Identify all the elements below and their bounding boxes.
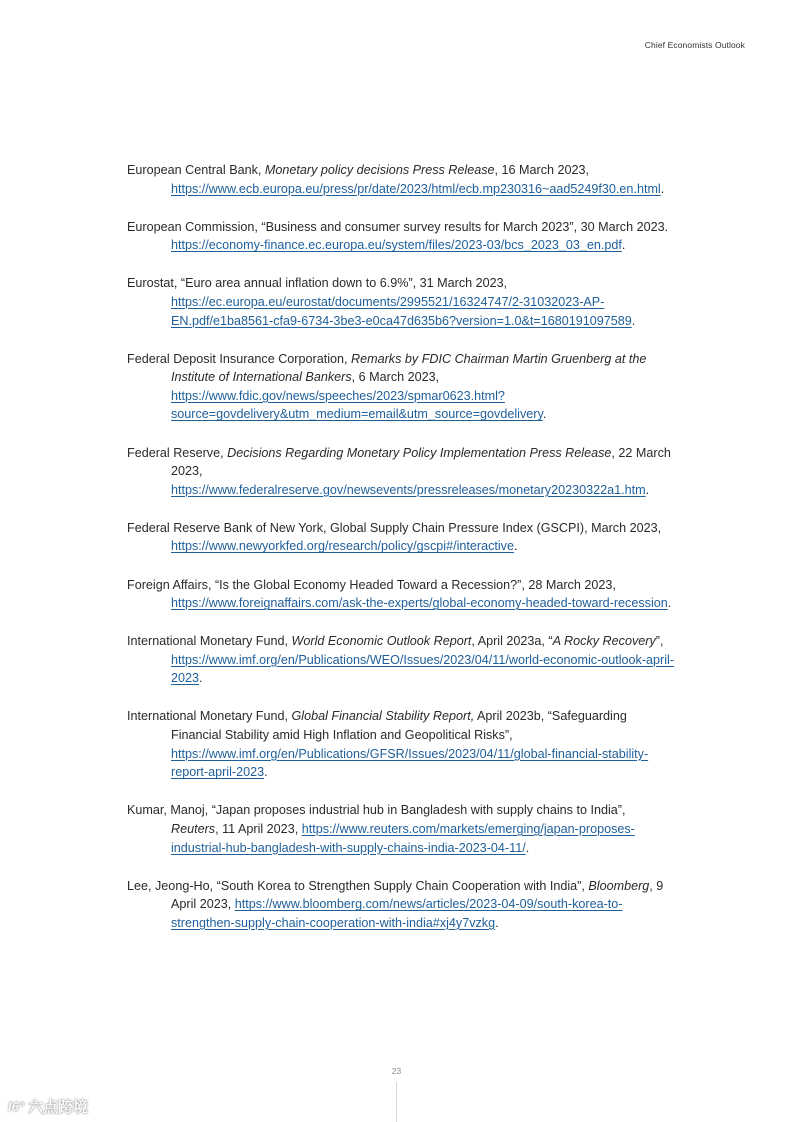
reference-title: World Economic Outlook Report bbox=[291, 634, 472, 649]
reference-details: “Euro area annual inflation down to 6.9%”, 31 March 2023, bbox=[180, 276, 508, 291]
reference-item bbox=[127, 877, 675, 933]
reference-item bbox=[127, 161, 675, 198]
reference-end: . bbox=[667, 596, 672, 611]
reference-end: . bbox=[495, 915, 499, 930]
reference-item bbox=[127, 576, 675, 613]
page-number: 23 bbox=[391, 1066, 402, 1076]
reference-item bbox=[127, 350, 675, 424]
reference-title-secondary: Bloomberg bbox=[588, 878, 650, 893]
reference-item bbox=[127, 632, 675, 688]
reference-end: . bbox=[621, 238, 626, 253]
reference-title: Remarks by FDIC Chairman Martin Gruenberg at the Institute of International Bankers bbox=[171, 351, 647, 385]
reference-title: Decisions Regarding Monetary Policy Implementation Press Release bbox=[227, 445, 612, 460]
reference-details-secondary: ”, bbox=[655, 634, 664, 649]
reference-end: . bbox=[199, 671, 203, 686]
reference-details: “South Korea to Strengthen Supply Chain Cooperation with India”, bbox=[216, 878, 589, 893]
reference-details: , 16 March 2023, bbox=[494, 163, 590, 177]
reference-end: . bbox=[631, 313, 636, 328]
reference-details: , April 2023a, “ bbox=[471, 634, 553, 649]
reference-end: . bbox=[525, 840, 530, 855]
reference-author: International Monetary Fund, bbox=[127, 634, 292, 649]
reference-item bbox=[127, 444, 675, 500]
reference-author: European Commission, bbox=[127, 219, 262, 234]
reference-details-secondary: , 11 April 2023, bbox=[215, 821, 302, 836]
reference-link[interactable]: https://www.foreignaffairs.com/ask-the-experts/global-economy-headed-toward-recession bbox=[171, 596, 668, 611]
reference-link[interactable]: https://www.fdic.gov/news/speeches/2023/spmar0623.html?source=govdelivery&utm_medium=email&utm_source=govdelivery bbox=[171, 388, 543, 422]
reference-item bbox=[127, 218, 675, 255]
reference-details-secondary: , 9 April 2023, bbox=[171, 878, 664, 912]
reference-details: “Japan proposes industrial hub in Bangladesh with supply chains to India”, bbox=[211, 803, 626, 818]
reference-title: Monetary policy decisions Press Release bbox=[264, 163, 495, 177]
watermark-text: 六点跨境 bbox=[28, 1099, 89, 1116]
watermark bbox=[8, 1096, 88, 1117]
reference-item bbox=[127, 707, 675, 781]
reference-link[interactable]: https://www.bloomberg.com/news/articles/2023-04-09/south-korea-to-strengthen-supply-chain-cooperation-with-india#xj4y7vzkg bbox=[171, 897, 623, 930]
reference-title-secondary: Reuters bbox=[171, 821, 216, 836]
reference-author: Lee, Jeong-Ho, bbox=[127, 878, 217, 893]
reference-end: . bbox=[264, 765, 268, 780]
reference-title-secondary: A Rocky Recovery bbox=[552, 634, 656, 649]
reference-details: , 6 March 2023, bbox=[351, 370, 440, 385]
reference-link[interactable]: https://www.newyorkfed.org/research/policy/gscpi#/interactive bbox=[171, 539, 514, 554]
reference-author: Federal Reserve, bbox=[127, 445, 228, 460]
reference-link[interactable]: https://www.imf.org/en/Publications/GFSR/Issues/2023/04/11/global-financial-stability-report-april-2023 bbox=[171, 746, 649, 780]
reference-details: Global Supply Chain Pressure Index (GSCPI), March 2023, bbox=[330, 520, 662, 535]
reference-author: European Central Bank, bbox=[127, 163, 265, 177]
reference-item bbox=[127, 519, 675, 556]
reference-link[interactable]: https://ec.europa.eu/eurostat/documents/2995521/16324747/2-31032023-AP-EN.pdf/e1ba8561-cfa9-6734-3be3-e0ca47d635b6?version=1.0&t=1680191097589 bbox=[171, 294, 632, 328]
reference-link[interactable]: https://economy-finance.ec.europa.eu/system/files/2023-03/bcs_2023_03_en.pdf bbox=[171, 238, 622, 253]
reference-item bbox=[127, 274, 675, 330]
reference-item bbox=[127, 801, 675, 857]
references-list bbox=[127, 161, 675, 952]
reference-details: “Is the Global Economy Headed Toward a Recession?”, 28 March 2023, bbox=[214, 577, 616, 592]
reference-end: . bbox=[660, 181, 665, 196]
reference-author: Kumar, Manoj, bbox=[127, 803, 212, 818]
reference-end: . bbox=[513, 539, 518, 554]
page-divider bbox=[396, 1082, 397, 1122]
reference-details: “Business and consumer survey results for March 2023”, 30 March 2023. bbox=[261, 219, 669, 234]
reference-author: Foreign Affairs, bbox=[127, 577, 215, 592]
watermark-logo-icon: l6° bbox=[8, 1099, 25, 1114]
reference-author: Federal Reserve Bank of New York, bbox=[127, 520, 330, 535]
reference-details: April 2023b, “Safeguarding Financial Stability amid High Inflation and Geopolitical Risks”, bbox=[171, 709, 627, 743]
reference-link[interactable]: https://www.federalreserve.gov/newsevents/pressreleases/monetary20230322a1.htm bbox=[171, 482, 646, 497]
reference-link[interactable]: https://www.reuters.com/markets/emerging/japan-proposes-industrial-hub-bangladesh-with-supply-chains-india-2023-04-11/ bbox=[171, 821, 635, 855]
reference-link[interactable]: https://www.imf.org/en/Publications/WEO/Issues/2023/04/11/world-economic-outlook-april-2023 bbox=[171, 652, 675, 686]
reference-end: . bbox=[542, 407, 547, 422]
reference-author: Eurostat, bbox=[127, 276, 181, 291]
reference-author: International Monetary Fund, bbox=[127, 709, 292, 724]
reference-end: . bbox=[645, 482, 650, 497]
reference-link[interactable]: https://www.ecb.europa.eu/press/pr/date/2023/html/ecb.mp230316~aad5249f30.en.html bbox=[171, 181, 661, 196]
running-header: Chief Economists Outlook bbox=[644, 40, 745, 50]
reference-title: Global Financial Stability Report, bbox=[291, 709, 475, 724]
reference-details: , 22 March 2023, bbox=[171, 445, 671, 479]
reference-author: Federal Deposit Insurance Corporation, bbox=[127, 351, 352, 366]
